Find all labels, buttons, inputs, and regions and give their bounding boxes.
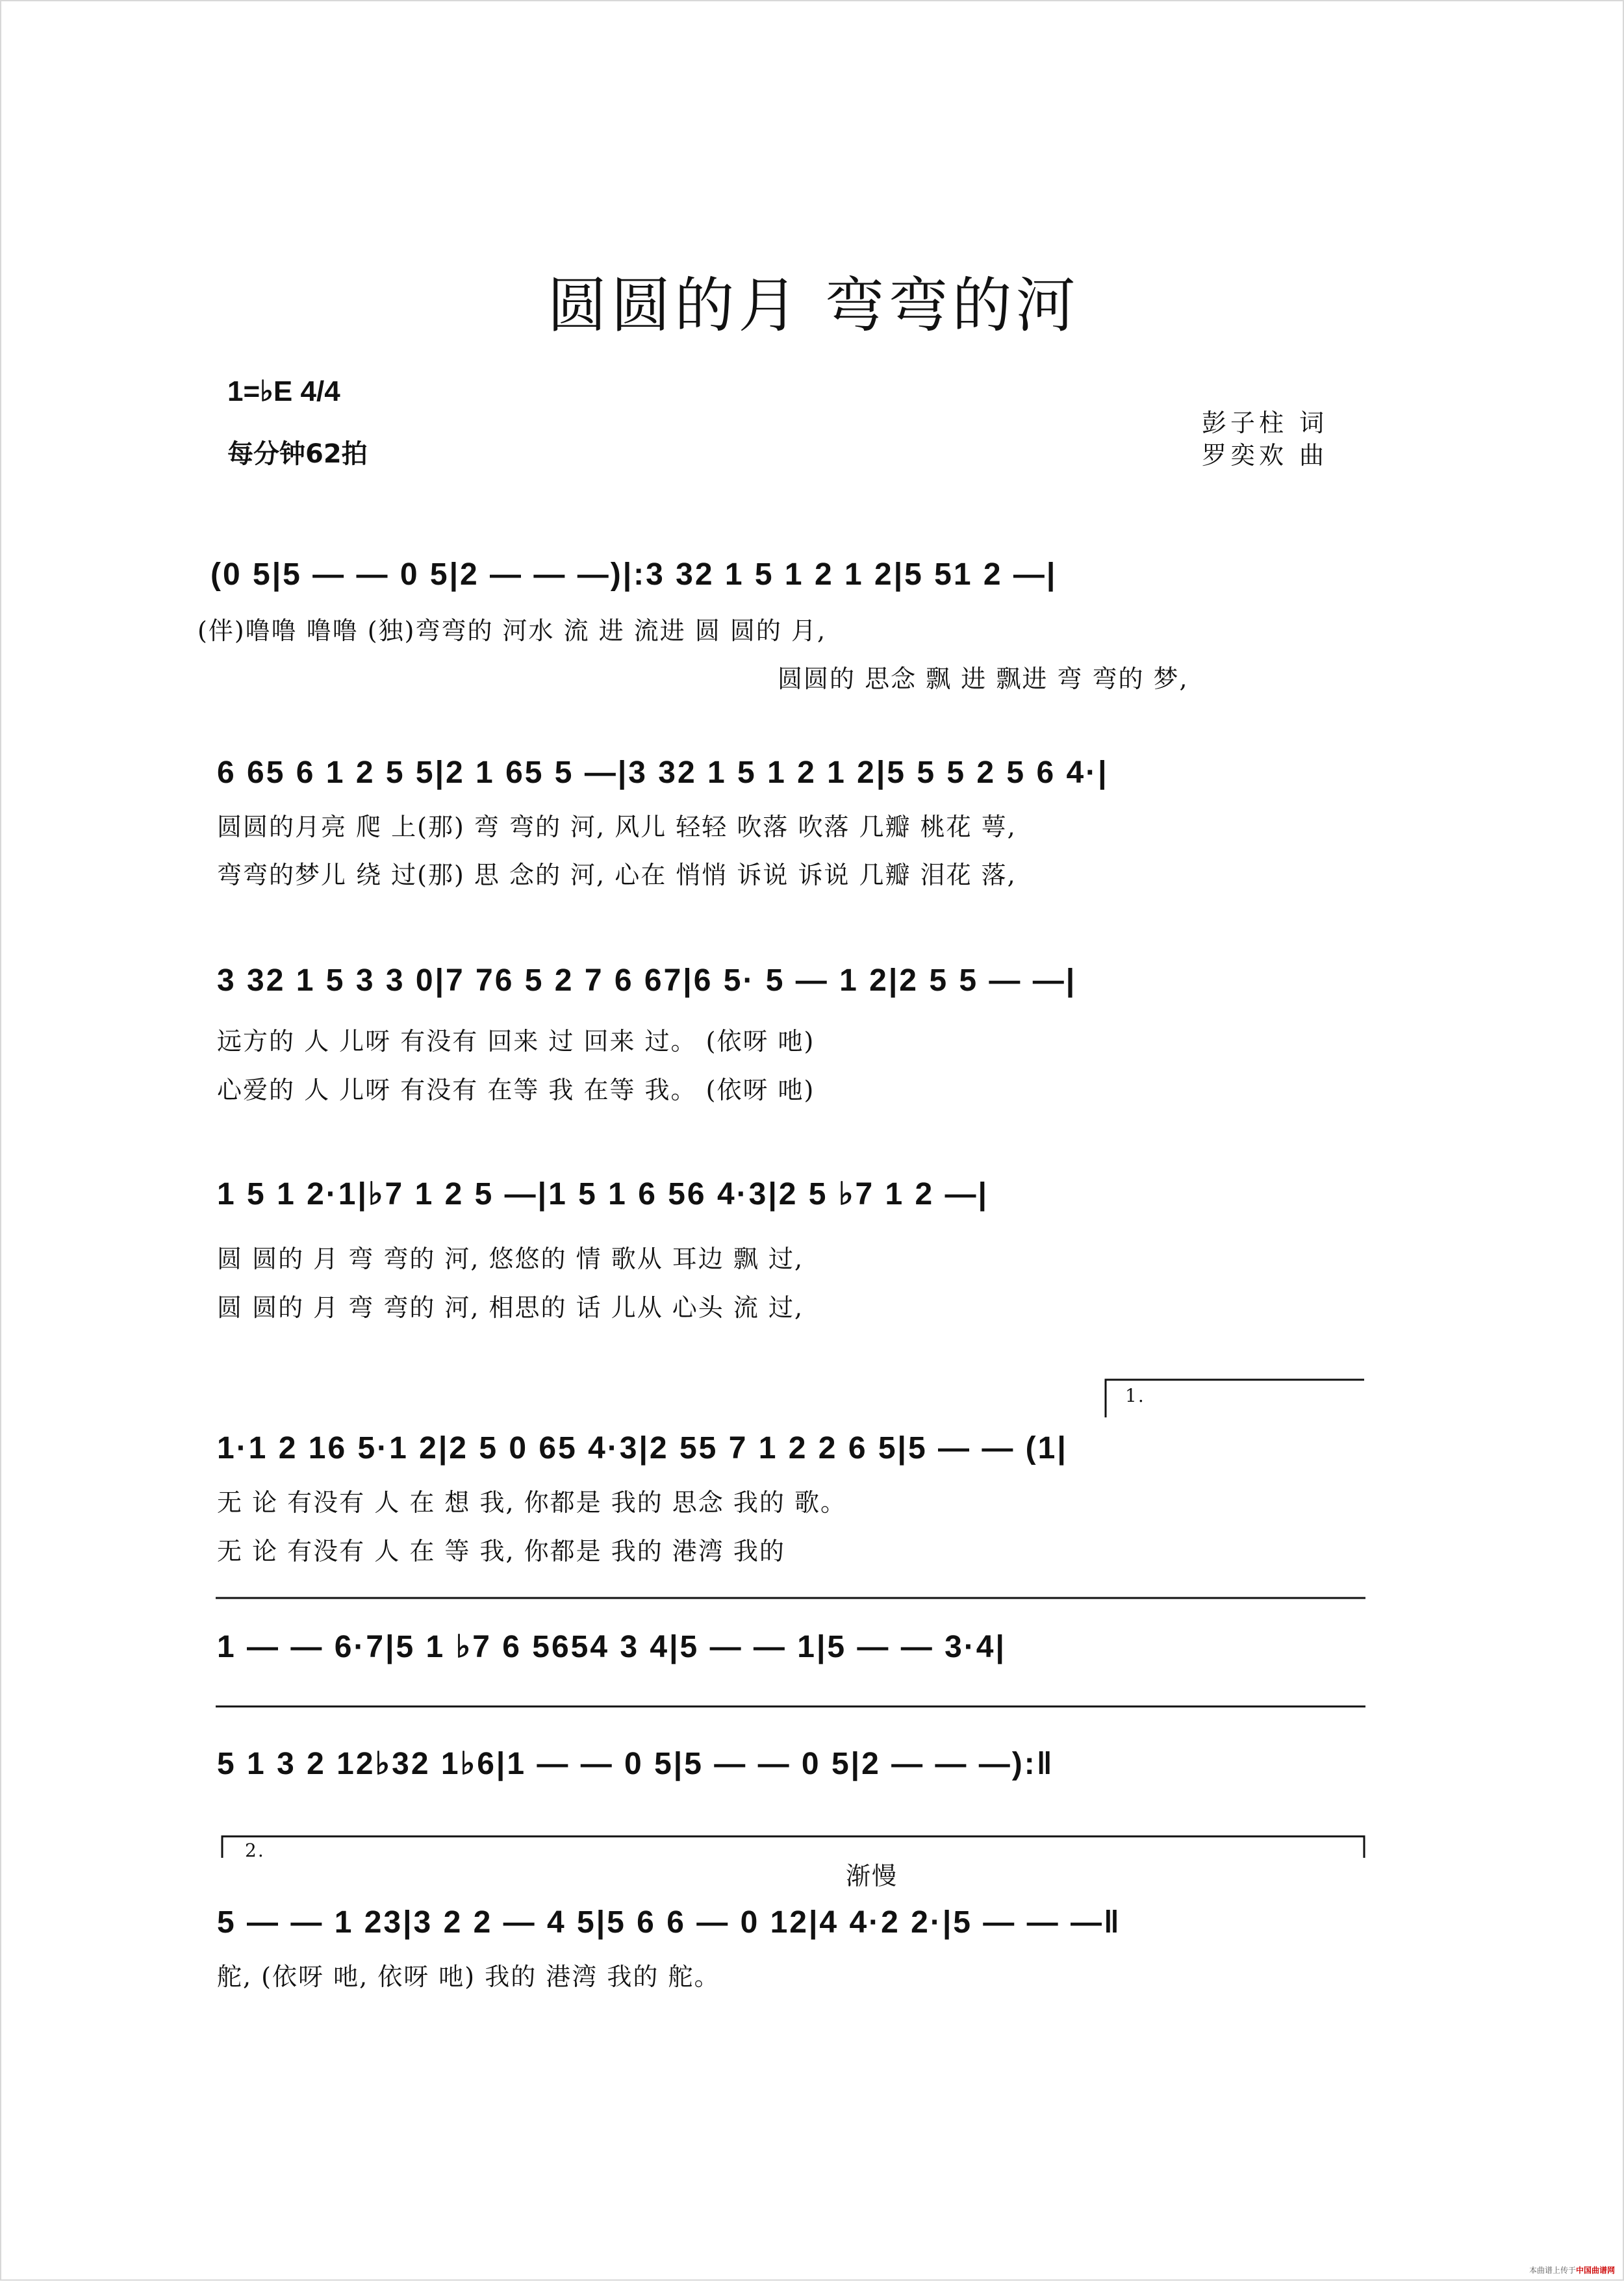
lyric-line-2-verse-2: 弯弯的梦儿 绕 过(那) 思 念的 河, 心在 悄悄 诉说 诉说 几瓣 泪花 落,	[217, 861, 1017, 889]
lyric-line-3-verse-1: 远方的 人 儿呀 有没有 回来 过 回来 过。 (依呀 吔)	[217, 1027, 815, 1056]
lyric-line-5-verse-2: 无 论 有没有 人 在 等 我, 你都是 我的 港湾 我的	[217, 1537, 785, 1566]
lyric-line-8-verse-1: 舵, (依呀 吔, 依呀 吔) 我的 港湾 我的 舵。	[217, 1962, 720, 1991]
melody-line-5: 1·1 2 16 5·1 2|2 5 0 65 4·3|2 55 7 1 2 2 6 5|5 — — (1|	[217, 1431, 1068, 1465]
second-ending-bracket	[222, 1836, 1364, 1858]
lyric-line-2-verse-1: 圆圆的月亮 爬 上(那) 弯 弯的 河, 风儿 轻轻 吹落 吹落 几瓣 桃花 萼,	[217, 813, 1017, 841]
lyric-line-3-verse-2: 心爱的 人 儿呀 有没有 在等 我 在等 我。 (依呀 吔)	[217, 1076, 815, 1104]
lyric-line-4-verse-2: 圆 圆的 月 弯 弯的 河, 相思的 话 儿从 心头 流 过,	[217, 1293, 804, 1322]
lyric-line-4-verse-1: 圆 圆的 月 弯 弯的 河, 悠悠的 情 歌从 耳边 飘 过,	[217, 1245, 804, 1273]
melody-line-1: (0 5|5 — — 0 5|2 — — —)|:3 32 1 5 1 2 1 2|5 51 2 —|	[210, 557, 1058, 592]
lyric-line-1-verse-2: 圆圆的 思念 飘 进 飘进 弯 弯的 梦,	[778, 665, 1189, 693]
melody-line-3: 3 32 1 5 3 3 0|7 76 5 2 7 6 67|6 5· 5 — 1 2|2 5 5 — —|	[217, 963, 1077, 998]
melody-line-2: 6 65 6 1 2 5 5|2 1 65 5 —|3 32 1 5 1 2 1 2|5 5 5 2 5 6 4·|	[217, 755, 1109, 790]
ritardando-marking: 渐慢	[846, 1862, 898, 1890]
melody-line-8: 5 — — 1 23|3 2 2 — 4 5|5 6 6 — 0 12|4 4·2 2·|5 — — —‖	[217, 1905, 1121, 1940]
lyric-line-1-verse-1: (伴)噜噜 噜噜 (独)弯弯的 河水 流 进 流进 圆 圆的 月,	[197, 616, 827, 645]
tempo-marking: 每分钟62拍	[227, 439, 368, 469]
first-ending-bracket	[1106, 1380, 1364, 1417]
melody-line-6: 1 — — 6·7|5 1 ♭7 6 5654 3 4|5 — — 1|5 — — 3·4|	[217, 1630, 1006, 1664]
melody-line-7: 5 1 3 2 12♭32 1♭6|1 — — 0 5|5 — — 0 5|2 — — —):‖	[217, 1747, 1054, 1781]
composer-credit: 罗奕欢 曲	[1202, 441, 1328, 470]
key-signature: 1=♭E 4/4	[227, 375, 340, 407]
footer-text: 本曲谱上传于	[1529, 2266, 1576, 2275]
lyricist-credit: 彭子柱 词	[1202, 409, 1328, 437]
melody-line-4: 1 5 1 2·1|♭7 1 2 5 —|1 5 1 6 56 4·3|2 5 ♭7 1 2 —|	[217, 1177, 989, 1211]
score-rules	[1, 1, 1624, 2282]
footer-brand[interactable]: 中国曲谱网	[1575, 2266, 1615, 2275]
lyric-line-5-verse-1: 无 论 有没有 人 在 想 我, 你都是 我的 思念 我的 歌。	[217, 1488, 846, 1517]
score-title: 圆圆的月 弯弯的河	[547, 271, 1080, 340]
footer-note	[1529, 2264, 1615, 2276]
first-ending-label: 1.	[1125, 1385, 1145, 1406]
second-ending-label: 2.	[245, 1840, 265, 1861]
